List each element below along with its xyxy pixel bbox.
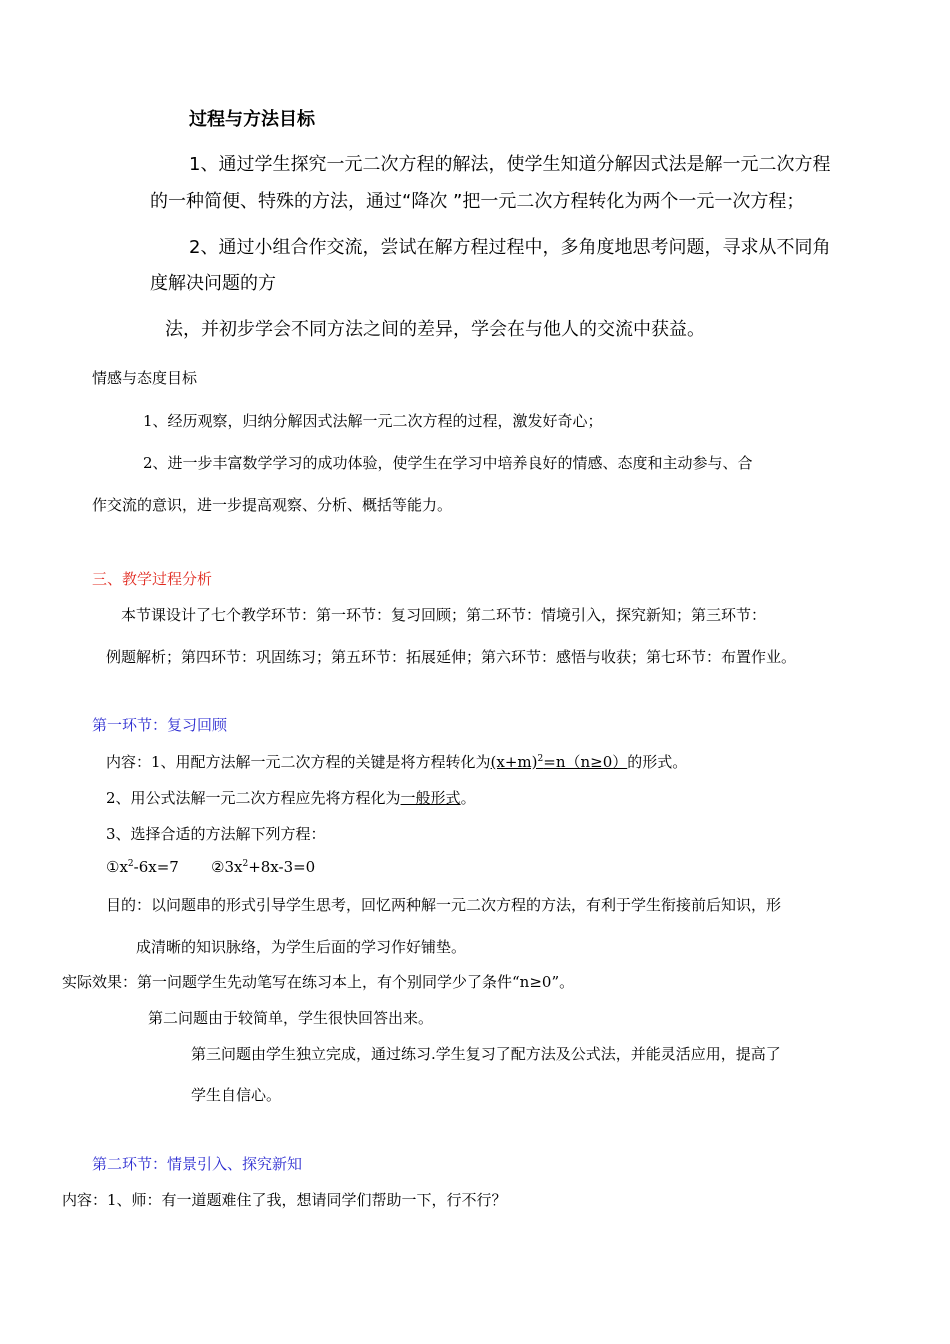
formula-part-b: =n（n≥0） xyxy=(543,753,628,771)
section3-line1: 本节课设计了七个教学环节：第一环节：复习回顾；第二环节：情境引入，探究新知；第三环节： xyxy=(121,606,767,624)
step1-content2-prefix: 2、用公式法解一元二次方程应先将方程化为 xyxy=(106,789,401,807)
step1-content1 xyxy=(106,751,687,772)
step2-heading: 第二环节：情景引入、探究新知 xyxy=(92,1155,303,1173)
formula-exponent: 2 xyxy=(537,754,544,764)
process-method-item2-line1: 2、通过小组合作交流，尝试在解方程过程中，多角度地思考问题，寻求从不同角 xyxy=(189,237,831,258)
eq1-part-a: ①x xyxy=(106,858,128,876)
step1-equation2 xyxy=(211,858,315,876)
step1-content2 xyxy=(106,787,476,808)
eq2-exponent: 2 xyxy=(242,859,249,869)
step1-heading: 第一环节：复习回顾 xyxy=(92,716,228,734)
eq2-part-b: +8x-3=0 xyxy=(248,858,316,876)
process-method-item2-line2: 度解决问题的方 xyxy=(150,273,276,294)
step2-content1: 内容：1、师：有一道题难住了我，想请同学们帮助一下，行不行？ xyxy=(62,1191,507,1209)
process-method-item1-line2: 的一种简便、特殊的方法，通过“降次 ”把一元二次方程转化为两个一元一次方程； xyxy=(150,191,805,212)
emotion-heading: 情感与态度目标 xyxy=(92,369,198,387)
step1-content1-prefix: 内容：1、用配方法解一元二次方程的关键是将方程转化为 xyxy=(106,753,491,771)
step1-content2-underlined: 一般形式 xyxy=(400,789,461,807)
section3-heading: 三、教学过程分析 xyxy=(92,570,213,588)
eq1-exponent: 2 xyxy=(127,859,134,869)
step1-content3: 3、选择合适的方法解下列方程： xyxy=(106,825,326,843)
process-method-item2-line3: 法，并初步学会不同方法之间的差异，学会在与他人的交流中获益。 xyxy=(165,319,705,340)
eq1-part-b: -6x=7 xyxy=(133,858,179,876)
step1-effect-line4: 学生自信心。 xyxy=(191,1086,282,1104)
step1-content1-suffix: 的形式。 xyxy=(627,753,688,771)
step1-content2-suffix: 。 xyxy=(460,789,476,807)
process-method-item1-line1: 1、通过学生探究一元二次方程的解法，使学生知道分解因式法是解一元二次方程 xyxy=(189,154,831,175)
emotion-item2-line1: 2、进一步丰富数学学习的成功体验，使学生在学习中培养良好的情感、态度和主动参与、合 xyxy=(143,454,753,472)
step1-effect-line3: 第三问题由学生独立完成，通过练习.学生复习了配方法及公式法，并能灵活应用，提高了 xyxy=(191,1045,781,1063)
step1-content1-formula xyxy=(491,753,628,771)
section3-line2: 例题解析；第四环节：巩固练习；第五环节：拓展延伸；第六环节：感悟与收获；第七环节：布置作业。 xyxy=(106,648,797,666)
step1-equation1 xyxy=(106,858,179,876)
step1-effect-line1: 实际效果：第一问题学生先动笔写在练习本上，有个别同学少了条件“n≥0”。 xyxy=(62,973,575,991)
step1-effect-line2: 第二问题由于较简单，学生很快回答出来。 xyxy=(148,1009,434,1027)
formula-part-a: (x+m) xyxy=(490,753,538,771)
emotion-item2-line2: 作交流的意识，进一步提高观察、分析、概括等能力。 xyxy=(92,496,453,514)
step1-purpose-line2: 成清晰的知识脉络，为学生后面的学习作好铺垫。 xyxy=(136,938,467,956)
step1-purpose-line1: 目的：以问题串的形式引导学生思考，回忆两种解一元二次方程的方法，有利于学生衔接前后知识，形 xyxy=(106,896,782,914)
emotion-item1: 1、经历观察，归纳分解因式法解一元二次方程的过程，激发好奇心； xyxy=(143,412,603,430)
eq2-part-a: ②3x xyxy=(211,858,243,876)
process-method-heading: 过程与方法目标 xyxy=(189,109,315,130)
